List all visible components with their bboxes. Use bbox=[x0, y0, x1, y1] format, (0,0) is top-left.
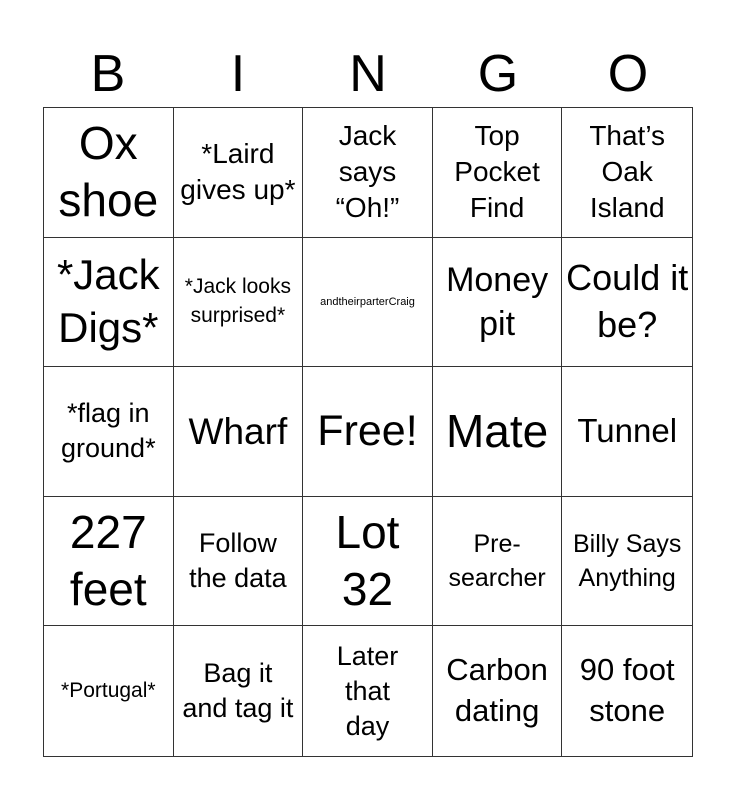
bingo-cell[interactable] bbox=[303, 497, 433, 627]
bingo-cell[interactable] bbox=[174, 367, 304, 497]
cell-text: *Jack Digs* bbox=[56, 251, 160, 351]
cell-text: Mate bbox=[445, 404, 549, 457]
bingo-cell[interactable] bbox=[303, 238, 433, 368]
bingo-cell[interactable] bbox=[44, 497, 174, 627]
bingo-cell[interactable] bbox=[303, 108, 433, 238]
bingo-cell[interactable] bbox=[44, 626, 174, 756]
bingo-cell[interactable] bbox=[44, 108, 174, 238]
bingo-cell[interactable] bbox=[562, 367, 692, 497]
cell-text: Top Pocket Find bbox=[454, 119, 540, 224]
bingo-cell[interactable] bbox=[433, 367, 563, 497]
bingo-cell[interactable] bbox=[174, 238, 304, 368]
bingo-cell[interactable] bbox=[174, 497, 304, 627]
header-letter-o: O bbox=[607, 45, 649, 103]
bingo-cell[interactable] bbox=[303, 626, 433, 756]
bingo-cell[interactable] bbox=[562, 238, 692, 368]
cell-text: Jack says “Oh!” bbox=[335, 119, 400, 224]
cell-text: Billy Says Anything bbox=[573, 529, 682, 593]
cell-text: That’s Oak Island bbox=[589, 119, 666, 224]
bingo-cell[interactable] bbox=[303, 367, 433, 497]
cell-text: 90 foot stone bbox=[579, 652, 675, 729]
bingo-cell[interactable] bbox=[562, 108, 692, 238]
cell-text: Carbon dating bbox=[446, 652, 548, 729]
cell-text: *Portugal* bbox=[61, 679, 156, 703]
bingo-board bbox=[43, 107, 693, 757]
cell-text: 227 feet bbox=[69, 505, 147, 616]
bingo-cell[interactable] bbox=[562, 497, 692, 627]
bingo-cell[interactable] bbox=[433, 626, 563, 756]
cell-text: Tunnel bbox=[577, 412, 678, 450]
bingo-cell[interactable] bbox=[562, 626, 692, 756]
cell-text: andtheirparterCraig bbox=[320, 295, 415, 308]
cell-text: Lot 32 bbox=[335, 505, 400, 616]
cell-text: Wharf bbox=[188, 410, 288, 452]
header-letter-g: G bbox=[477, 45, 519, 103]
bingo-cell[interactable] bbox=[44, 367, 174, 497]
cell-text: Could it be? bbox=[566, 257, 689, 345]
bingo-cell[interactable] bbox=[433, 497, 563, 627]
bingo-header bbox=[43, 40, 693, 108]
header-letter-b: B bbox=[90, 45, 126, 103]
cell-text: *Laird gives up* bbox=[180, 137, 296, 206]
header-letter-i: I bbox=[230, 45, 246, 103]
cell-text: Pre-searcher bbox=[448, 529, 546, 593]
bingo-cell[interactable] bbox=[174, 108, 304, 238]
bingo-cell[interactable] bbox=[433, 108, 563, 238]
cell-text: Bag it and tag it bbox=[182, 658, 294, 724]
cell-text: Free! bbox=[317, 406, 418, 455]
cell-text: Money pit bbox=[446, 260, 549, 343]
cell-text: Later that day bbox=[336, 640, 399, 741]
header-letter-n: N bbox=[349, 45, 387, 103]
bingo-cell[interactable] bbox=[44, 238, 174, 368]
cell-text: *Jack looks surprised* bbox=[184, 274, 291, 327]
cell-text: Ox shoe bbox=[58, 116, 159, 227]
bingo-cell[interactable] bbox=[433, 238, 563, 368]
bingo-cell[interactable] bbox=[174, 626, 304, 756]
cell-text: Follow the data bbox=[189, 528, 287, 594]
cell-text: *flag in ground* bbox=[61, 398, 156, 464]
